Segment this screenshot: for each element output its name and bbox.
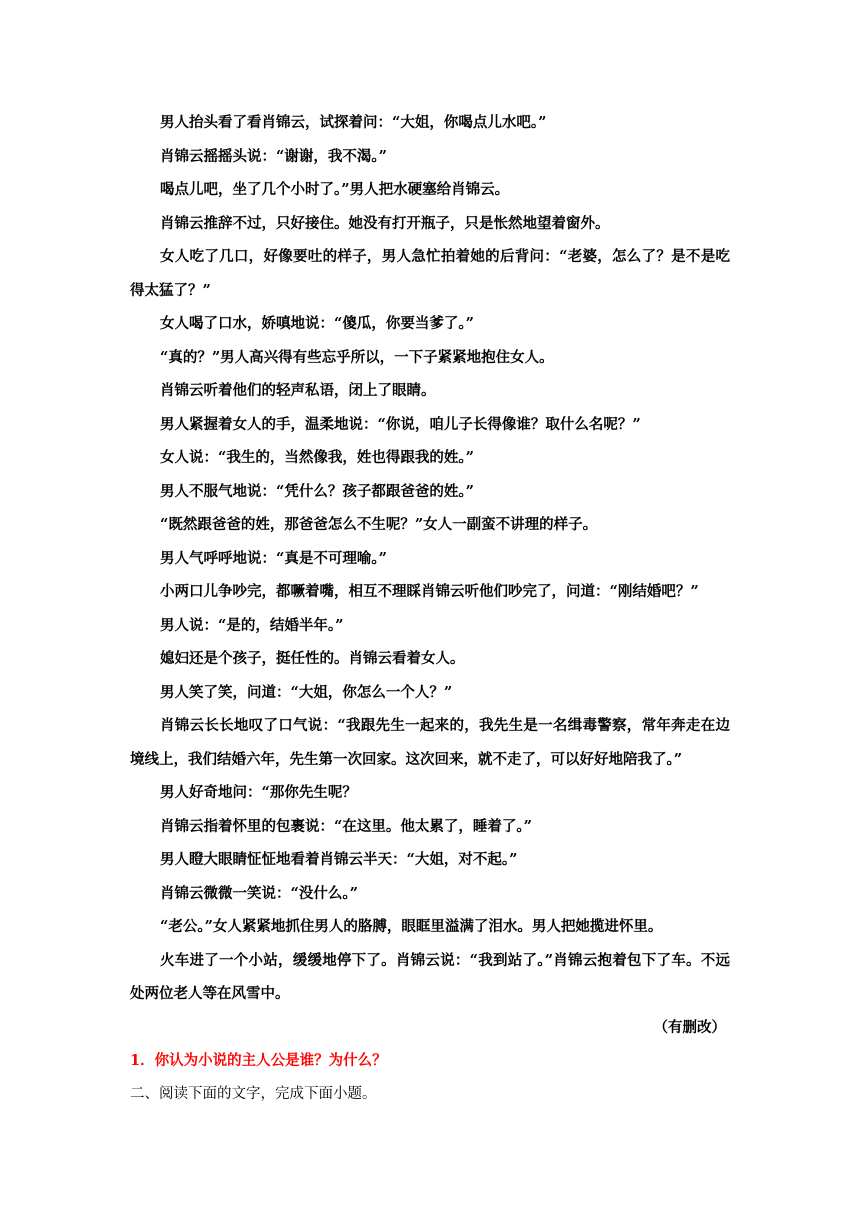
- source-note: （有删改）: [653, 1018, 726, 1036]
- section-heading: 二、阅读下面的文字，完成下面小题。: [130, 1085, 377, 1102]
- paragraph: 男人抬头看了看肖锦云，试探着问：“大姐，你喝点儿水吧。”: [160, 114, 547, 131]
- paragraph: “老公。”女人紧紧地抓住男人的胳膊，眼眶里溢满了泪水。男人把她揽进怀里。: [160, 918, 663, 935]
- paragraph: 女人吃了几口，好像要吐的样子，男人急忙拍着她的后背问：“老婆，怎么了？是不是吃得太猛了？”: [130, 248, 730, 299]
- document-body: [130, 106, 730, 1111]
- paragraph: 男人说：“是的，结婚半年。”: [160, 616, 344, 634]
- paragraph: 女人喝了口水，娇嗔地说：“傻瓜，你要当爹了。”: [160, 315, 474, 332]
- paragraph: 小两口儿争吵完，都噘着嘴，相互不理睬肖锦云听他们吵完了，问道：“刚结婚吧？”: [160, 583, 699, 600]
- paragraph: 男人笑了笑，问道：“大姐，你怎么一个人？”: [160, 683, 453, 701]
- paragraph: 媳妇还是个孩子，挺任性的。肖锦云看着女人。: [160, 650, 465, 667]
- paragraph: 男人气呼呼地说：“真是不可理喻。”: [160, 549, 387, 567]
- paragraph: 男人紧握着女人的手，温柔地说：“你说，咱儿子长得像谁？取什么名呢？”: [160, 415, 641, 433]
- paragraph: 肖锦云听着他们的轻声私语，闭上了眼睛。: [160, 382, 436, 399]
- question-1: 1．你认为小说的主人公是谁？为什么？: [130, 1052, 387, 1069]
- paragraph: 肖锦云摇摇头说：“谢谢，我不渴。”: [160, 147, 387, 165]
- paragraph: “既然跟爸爸的姓，那爸爸怎么不生呢？”女人一副蛮不讲理的样子。: [160, 516, 598, 533]
- paragraph: 男人不服气地说：“凭什么？孩子都跟爸爸的姓。”: [160, 482, 474, 500]
- paragraph: 男人瞪大眼睛怔怔地看着肖锦云半天：“大姐，对不起。”: [160, 851, 518, 868]
- paragraph: “真的？”男人高兴得有些忘乎所以，一下子紧紧地抱住女人。: [160, 348, 554, 366]
- paragraph: 肖锦云微微一笑说：“没什么。”: [160, 884, 358, 902]
- paragraph: 肖锦云长长地叹了口气说：“我跟先生一起来的，我先生是一名缉毒警察，常年奔走在边境线上，我们结婚六年，先生第一次回家。这次回来，就不走了，可以好好地陪我了。”: [130, 717, 730, 768]
- paragraph: 男人好奇地问：“那你先生呢？: [160, 784, 357, 801]
- paragraph: 喝点儿吧，坐了几个小时了。”男人把水硬塞给肖锦云。: [160, 181, 510, 198]
- paragraph: 肖锦云推辞不过，只好接住。她没有打开瓶子，只是怅然地望着窗外。: [160, 214, 610, 232]
- paragraph: 女人说：“我生的，当然像我，姓也得跟我的姓。”: [160, 449, 474, 466]
- paragraph: 肖锦云指着怀里的包裹说：“在这里。他太累了，睡着了。”: [160, 817, 532, 835]
- paragraph: 火车进了一个小站，缓缓地停下了。肖锦云说：“我到站了。”肖锦云抱着包下了车。不远处两位老人等在风雪中。: [130, 951, 730, 1002]
